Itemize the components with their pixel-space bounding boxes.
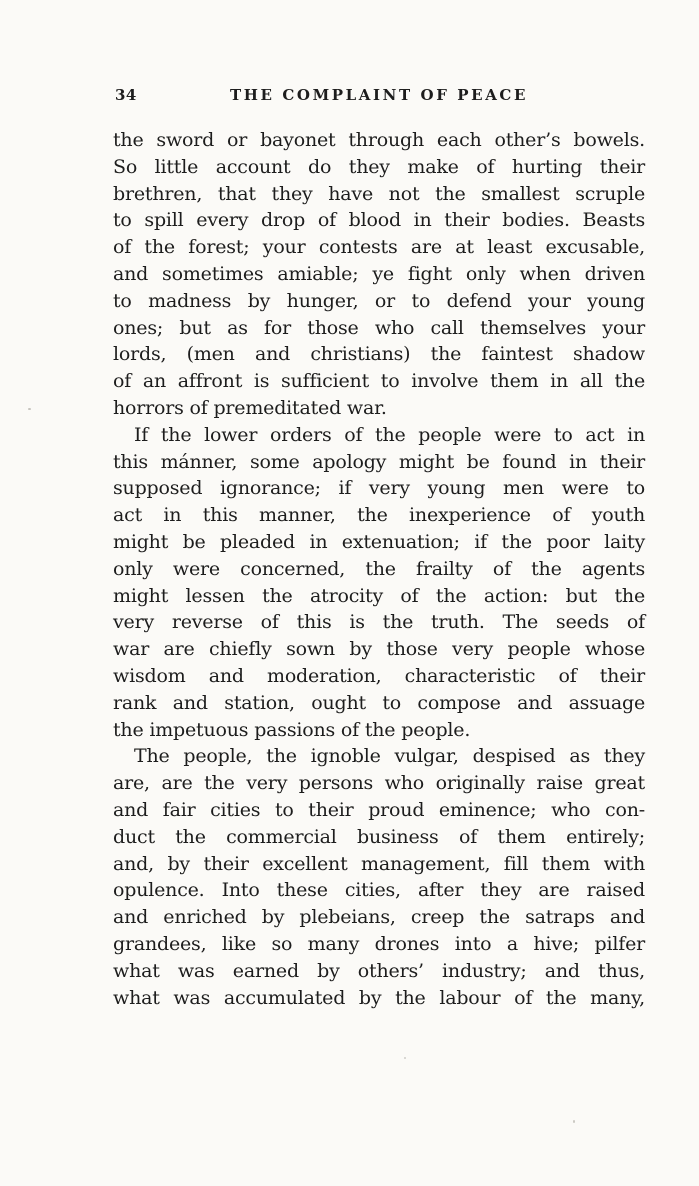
text-line: might lessen the atrocity of the action: but the xyxy=(113,584,645,607)
text-line: ones; but as for those who call themselves your xyxy=(113,316,645,339)
text-line: wisdom and moderation, characteristic of their xyxy=(113,664,645,687)
text-line: of the forest; your contests are at least excusable, xyxy=(113,236,645,259)
paragraph xyxy=(113,743,645,1011)
text-line: of an affront is sufficient to involve them in all the xyxy=(113,370,645,393)
text-line: horrors of premeditated war. xyxy=(113,396,387,419)
text-line: are, are the very persons who originally raise great xyxy=(113,772,645,795)
text-line: So little account do they make of hurting their xyxy=(113,155,645,178)
text-line: duct the commercial business of them entirely; xyxy=(113,825,645,848)
text-line: what was accumulated by the labour of the many, xyxy=(113,986,645,1009)
text-line: very reverse of this is the truth. The seeds of xyxy=(113,611,645,634)
scan-speck xyxy=(28,408,31,410)
page-text xyxy=(113,127,645,1011)
text-line: only were concerned, the frailty of the agents xyxy=(113,557,645,580)
text-line: brethren, that they have not the smallest scruple xyxy=(113,182,645,205)
page-number: 34 xyxy=(115,86,137,104)
text-line: supposed ignorance; if very young men were to xyxy=(113,477,645,500)
text-line: If the lower orders of the people were to act in xyxy=(134,423,645,446)
text-line: war are chiefly sown by those very people whose xyxy=(113,638,645,661)
text-line: what was earned by others’ industry; and thus, xyxy=(113,959,645,982)
scan-speck xyxy=(573,1120,575,1123)
text-line: The people, the ignoble vulgar, despised as they xyxy=(134,745,645,768)
text-line: and sometimes amiable; ye fight only when driven xyxy=(113,262,645,285)
text-line: to madness by hunger, or to defend your young xyxy=(113,289,645,312)
text-line: to spill every drop of blood in their bodies. Beasts xyxy=(113,209,645,232)
text-line: the impetuous passions of the people. xyxy=(113,718,471,741)
running-head-title: THE COMPLAINT OF PEACE xyxy=(229,86,529,104)
scan-speck xyxy=(404,1057,406,1059)
text-line: the sword or bayonet through each other’s bowels. xyxy=(113,129,645,151)
text-line: and fair cities to their proud eminence; who con- xyxy=(113,798,645,821)
text-line: and enriched by plebeians, creep the satraps and xyxy=(113,906,645,929)
text-line: grandees, like so many drones into a hive; pilfer xyxy=(113,932,645,955)
text-line: opulence. Into these cities, after they are raised xyxy=(113,879,645,902)
text-line: might be pleaded in extenuation; if the poor laity xyxy=(113,530,645,553)
text-line: rank and station, ought to compose and assuage xyxy=(113,691,645,714)
page-header xyxy=(113,86,645,106)
text-line: and, by their excellent management, fill them with xyxy=(113,852,645,875)
paragraph xyxy=(113,127,645,422)
paragraph xyxy=(113,422,645,744)
text-line: this mánner, some apology might be found in their xyxy=(113,450,645,473)
text-line: act in this manner, the inexperience of youth xyxy=(113,504,645,527)
text-line: lords, (men and christians) the faintest shadow xyxy=(113,343,645,366)
